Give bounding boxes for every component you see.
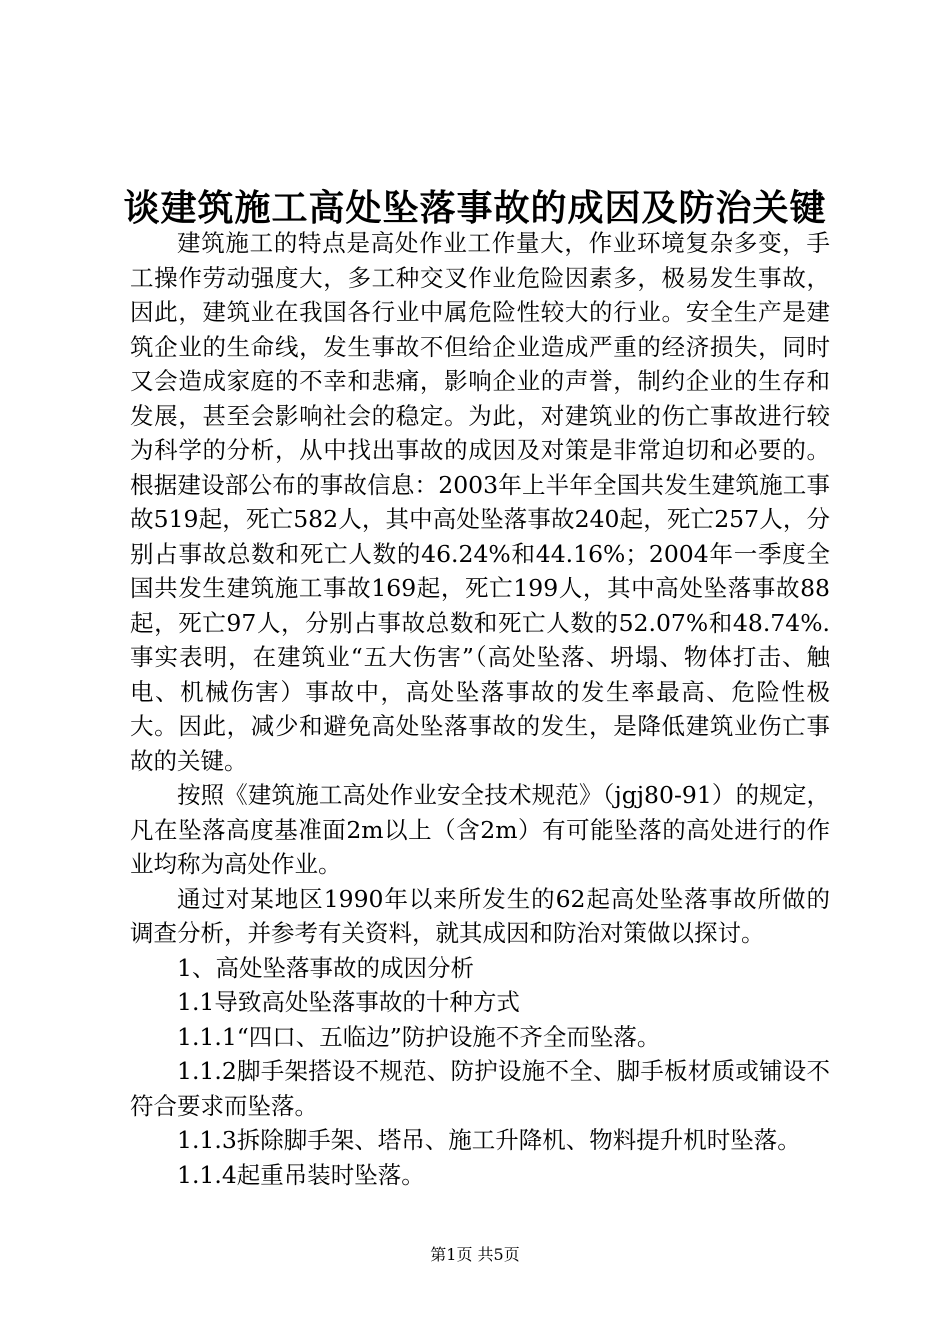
list-item: 1.1.2脚手架搭设不规范、防护设施不全、脚手板材质或铺设不符合要求而坠落。	[130, 1057, 830, 1120]
subsection-heading: 1.1导致高处坠落事故的十种方式	[177, 988, 520, 1016]
list-item: 1.1.3拆除脚手架、塔吊、施工升降机、物料提升机时坠落。	[177, 1126, 801, 1154]
document-body	[130, 226, 830, 1192]
paragraph-definition: 按照《建筑施工高处作业安全技术规范》（jgj80-91）的规定，凡在坠落高度基准面2m以上（含2m）有可能坠落的高处进行的作业均称为高处作业。	[130, 781, 830, 878]
page-footer: 第1页 共5页	[430, 1245, 520, 1264]
list-item: 1.1.1“四口、五临边”防护设施不齐全而坠落。	[177, 1022, 661, 1051]
page-title: 谈建筑施工高处坠落事故的成因及防治关键	[123, 187, 827, 229]
list-item: 1.1.4起重吊装时坠落。	[177, 1160, 425, 1189]
paragraph-survey: 通过对某地区1990年以来所发生的62起高处坠落事故所做的调查分析，并参考有关资料，就其成因和防治对策做以探讨。	[130, 884, 830, 947]
section-heading: 1、高处坠落事故的成因分析	[177, 953, 474, 982]
paragraph-intro: 建筑施工的特点是高处作业工作量大，作业环境复杂多变，手工操作劳动强度大，多工种交叉作业危险因素多，极易发生事故，因此，建筑业在我国各行业中属危险性较大的行业。安全生产是建筑企业的生命线，发生事故不但给企业造成严重的经济损失，同时又会造成家庭的不幸和悲痛，影响企业的声誉，制约企业的生存和发展，甚至会影响社会的稳定。为此，对建筑业的伤亡事故进行较为科学的分析，从中找出事故的成因及对策是非常迫切和必要的。根据建设部公布的事故信息：2003年上半年全国共发生建筑施工事故519起，死亡582人，其中高处坠落事故240起，死亡257人，分别占事故总数和死亡人数的46.24%和44.16%；2004年一季度全国共发生建筑施工事故169起，死亡199人，其中高处坠落事故88起，死亡97人，分别占事故总数和死亡人数的52.07%和48.74%.事实表明，在建筑业“五大伤害”（高处坠落、坍塌、物体打击、触电、机械伤害）事故中，高处坠落事故的发生率最高、危险性极大。因此，减少和避免高处坠落事故的发生，是降低建筑业伤亡事故的关键。	[130, 229, 830, 775]
